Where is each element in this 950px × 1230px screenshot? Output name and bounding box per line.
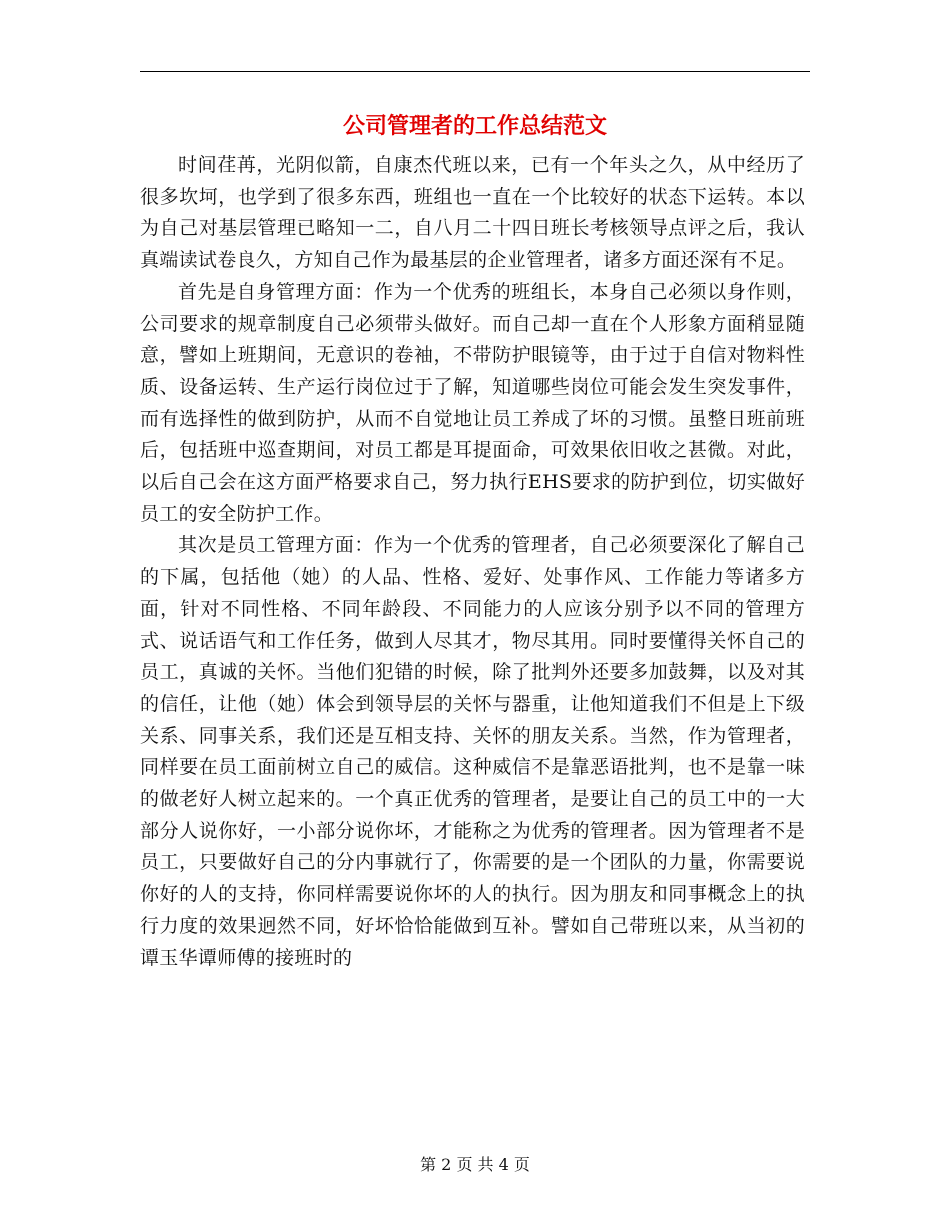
- document-body: [140, 150, 805, 974]
- paragraph-self-management: 首先是自身管理方面：作为一个优秀的班组长，本身自己必须以身作则，公司要求的规章制度自己必须带头做好。而自己却一直在个人形象方面稍显随意，譬如上班期间，无意识的卷袖，不带防护眼镜等，由于过于自信对物料性质、设备运转、生产运行岗位过于了解，知道哪些岗位可能会发生突发事件，而有选择性的做到防护，从而不自觉地让员工养成了坏的习惯。虽整日班前班后，包括班中巡查期间，对员工都是耳提面命，可效果依旧收之甚微。对此，以后自己会在这方面严格要求自己，努力执行EHS要求的防护到位，切实做好员工的安全防护工作。: [140, 280, 805, 525]
- paragraph-intro: 时间荏苒，光阴似箭，自康杰代班以来，已有一个年头之久，从中经历了很多坎坷，也学到了很多东西，班组也一直在一个比较好的状态下运转。本以为自己对基层管理已略知一二，自八月二十四日班长考核领导点评之后，我认真端读试卷良久，方知自己作为最基层的企业管理者，诸多方面还深有不足。: [140, 154, 805, 272]
- paragraph-staff-management: 其次是员工管理方面：作为一个优秀的管理者，自己必须要深化了解自己的下属，包括他（她）的人品、性格、爱好、处事作风、工作能力等诸多方面，针对不同性格、不同年龄段、不同能力的人应该分别予以不同的管理方式、说话语气和工作任务，做到人尽其才，物尽其用。同时要懂得关怀自己的员工，真诚的关怀。当他们犯错的时候，除了批判外还要多加鼓舞，以及对其的信任，让他（她）体会到领导层的关怀与器重，让他知道我们不但是上下级关系、同事关系，我们还是互相支持、关怀的朋友关系。当然，作为管理者，同样要在员工面前树立自己的威信。这种威信不是靠恶语批判，也不是靠一味的做老好人树立起来的。一个真正优秀的管理者，是要让自己的员工中的一大部分人说你好，一小部分说你坏，才能称之为优秀的管理者。因为管理者不是员工，只要做好自己的分内事就行了，你需要的是一个团队的力量，你需要说你好的人的支持，你同样需要说你坏的人的执行。因为朋友和同事概念上的执行力度的效果迥然不同，好坏恰恰能做到互补。譬如自己带班以来，从当初的谭玉华谭师傅的接班时的: [140, 534, 805, 969]
- document-title: 公司管理者的工作总结范文: [342, 113, 607, 139]
- header-rule: [140, 71, 810, 72]
- page-number-footer: 第 2 页 共 4 页: [420, 1155, 530, 1174]
